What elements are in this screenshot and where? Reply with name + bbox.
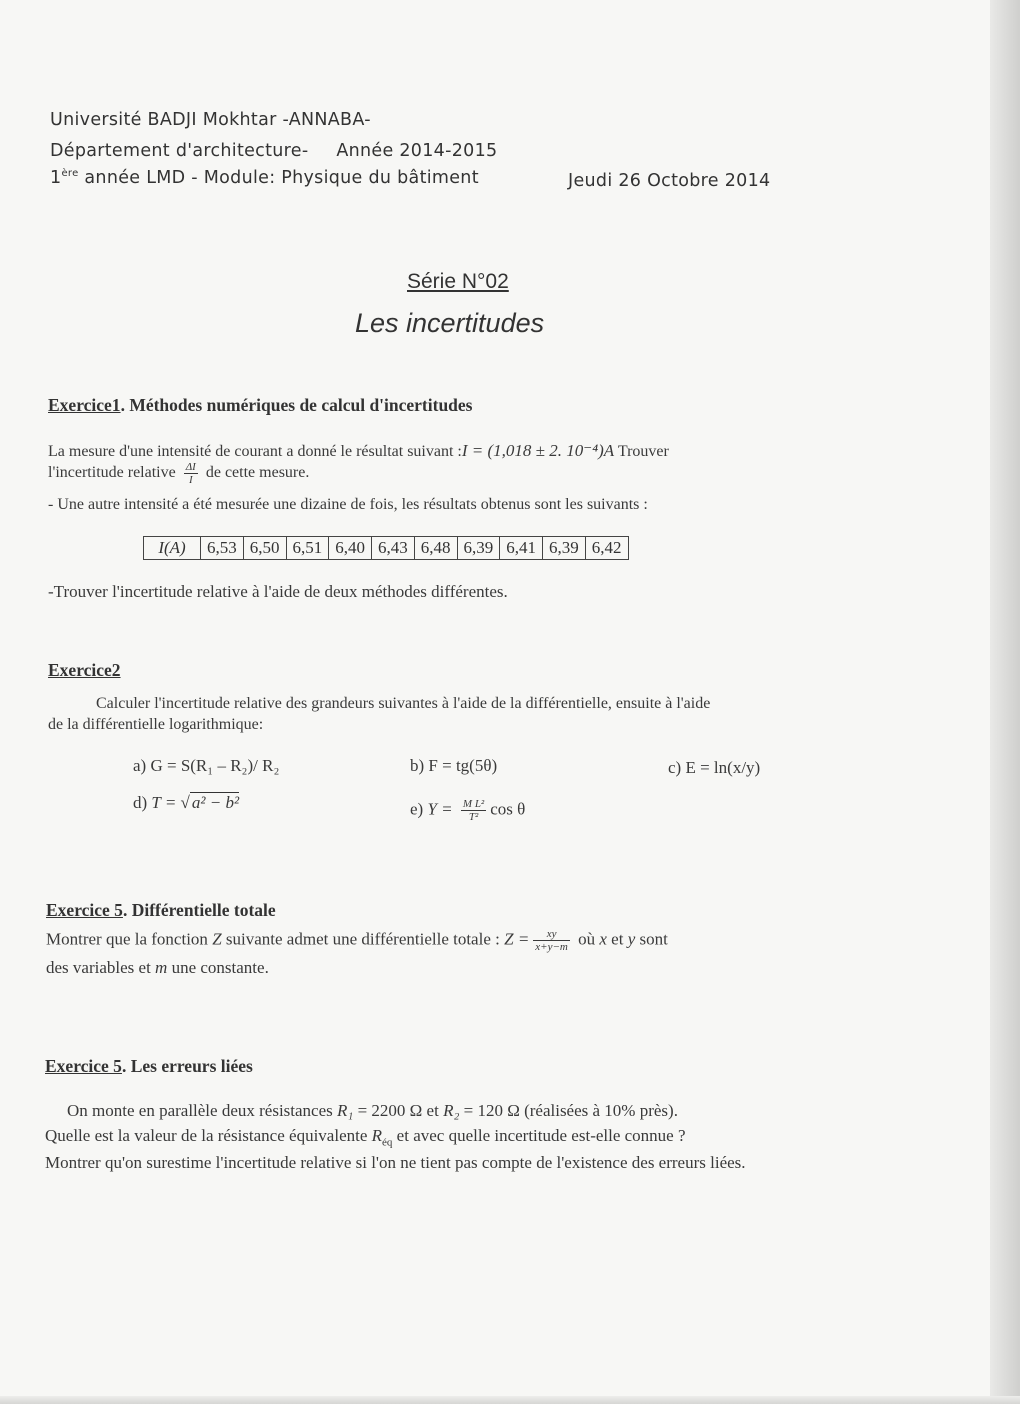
exercise3-ou: où: [578, 929, 596, 949]
exercise2-item-c: c) E = ln(x/y): [668, 758, 761, 777]
table-cell: 6,42: [585, 537, 628, 560]
item-d-label: d): [133, 793, 148, 812]
university-name: Université BADJI Mokhtar -ANNABA-: [50, 110, 371, 130]
exercise3-line2-end: une constante.: [171, 958, 269, 977]
exercise1-heading: [48, 395, 473, 416]
exercise4-heading: [45, 1056, 253, 1077]
exercise3-line1-text: Montrer que la fonction: [46, 929, 208, 949]
var-y: y: [627, 929, 636, 949]
department: Département d'architecture-: [50, 141, 309, 161]
resistance-r2: R₂: [443, 1101, 460, 1120]
exercise4-line2: [45, 1126, 686, 1148]
exercise3-sont: sont: [639, 929, 668, 949]
exercise3-line2-text: des variables et: [46, 958, 151, 977]
exercise2-heading: [48, 660, 121, 681]
table-cell: 6,39: [543, 537, 586, 560]
fraction-numerator: xy: [533, 928, 570, 941]
exercise3-line1-mid: suivante admet une différentielle totale :: [225, 929, 500, 949]
exercise1-label: Exercice1: [48, 395, 121, 415]
exam-date: Jeudi 26 Octobre 2014: [568, 171, 771, 191]
table-cell: 6,48: [414, 537, 457, 560]
relative-uncertainty-fraction: [184, 461, 198, 486]
level-number: 1: [50, 168, 62, 188]
exercise2-item-a: a) G = S(R₁ – R₂)/ R₂: [133, 756, 280, 775]
table-cell: 6,53: [201, 537, 244, 560]
exercise1-title: . Méthodes numériques de calcul d'incertitudes: [120, 395, 473, 415]
exercise4-line1: [67, 1101, 678, 1121]
exercise4-label: Exercice 5: [45, 1056, 122, 1076]
item-e-rhs: cos θ: [490, 799, 526, 819]
table-cell: 6,41: [500, 537, 543, 560]
exercise3-line2: [46, 958, 269, 978]
exercise4-line2-end: et avec quelle incertitude est-elle connue ?: [392, 1126, 686, 1145]
level-line: [50, 168, 479, 188]
document-title: Les incertitudes: [355, 308, 545, 338]
z-fraction: [533, 928, 570, 953]
exercise2-item-e: [410, 798, 525, 823]
fraction-denominator: T²: [468, 811, 479, 823]
exercise3-et: et: [611, 929, 624, 949]
serie-number: Série N°02: [407, 270, 509, 293]
measurement-table: [143, 536, 629, 560]
var-m: m: [155, 958, 168, 977]
table-cell: 6,43: [372, 537, 415, 560]
table-cell: 6,39: [457, 537, 500, 560]
exercise1-line1-text: La mesure d'une intensité de courant a donné le résultat suivant :: [48, 443, 462, 460]
exercise2-line2: de la différentielle logarithmique:: [48, 716, 264, 733]
level-superscript: ère: [61, 168, 79, 180]
exercise4-line3: Montrer qu'on surestime l'incertitude relative si l'on ne tient pas compte de l'existence des erreurs liées.: [45, 1153, 746, 1172]
level-module: année LMD - Module: Physique du bâtiment: [78, 168, 479, 188]
exercise2-item-d: [133, 793, 239, 813]
equivalent-resistance-subscript: éq: [382, 1136, 393, 1149]
scan-edge: [990, 0, 1020, 1404]
r1-value: = 2200 Ω et: [353, 1101, 444, 1120]
sqrt-sign: √: [180, 793, 190, 812]
table-header-cell: I(A): [144, 537, 201, 560]
exercise3-label: Exercice 5: [46, 900, 123, 920]
current-measurement: I = (1,018 ± 2. 10⁻⁴)A: [461, 441, 615, 460]
exercise2-line1: Calculer l'incertitude relative des grandeurs suivantes à l'aide de la différentielle, ensuite à l'aide: [96, 695, 711, 712]
exercise1-line2-text: l'incertitude relative: [48, 464, 180, 482]
exercise2-label: Exercice2: [48, 660, 121, 680]
exercise3-heading: [46, 900, 276, 921]
exercise3-line1: [46, 928, 668, 953]
var-z: Z: [212, 929, 222, 949]
exercise4-title: . Les erreurs liées: [121, 1056, 253, 1076]
equivalent-resistance: R: [371, 1126, 383, 1145]
fraction-numerator: M L²: [462, 798, 485, 810]
table-cell: 6,51: [286, 537, 329, 560]
exercise1-line1-end: Trouver: [614, 443, 669, 460]
r2-value: = 120 Ω (réalisées à 10% près).: [459, 1101, 678, 1120]
department-line: [50, 141, 497, 161]
item-e-lhs: Y =: [427, 799, 457, 819]
z-equals: Z =: [504, 929, 530, 949]
exercise1-line2-end: de cette mesure.: [201, 464, 310, 482]
exercise1-line4: -Trouver l'incertitude relative à l'aide de deux méthodes différentes.: [48, 582, 508, 601]
exercise1-line3: - Une autre intensité a été mesurée une dizaine de fois, les résultats obtenus sont les suivants :: [48, 496, 648, 513]
exercise4-line1-text: On monte en parallèle deux résistances: [67, 1101, 333, 1120]
fraction-denominator: x+y−m: [535, 941, 568, 953]
resistance-r1: R₁: [337, 1101, 354, 1120]
fraction-denominator: I: [188, 474, 193, 486]
exercise1-line1: [48, 441, 669, 461]
item-d-radicand: a² − b²: [191, 793, 240, 812]
item-e-fraction: [461, 798, 486, 823]
academic-year: Année 2014-2015: [336, 141, 498, 161]
fraction-numerator: ΔI: [185, 461, 196, 473]
table-cell: 6,40: [329, 537, 372, 560]
var-x: x: [599, 929, 607, 949]
table-row: [144, 537, 629, 560]
item-e-label: e): [410, 799, 424, 819]
exercise4-line2-text: Quelle est la valeur de la résistance équivalente: [45, 1126, 372, 1145]
exercise3-title: . Différentielle totale: [122, 900, 276, 920]
table-cell: 6,50: [243, 537, 286, 560]
item-d-lhs: T =: [151, 793, 181, 812]
scan-bottom-edge: [0, 1396, 1020, 1404]
exercise1-line2: [48, 461, 309, 486]
exercise2-item-b: b) F = tg(5θ): [410, 756, 498, 775]
